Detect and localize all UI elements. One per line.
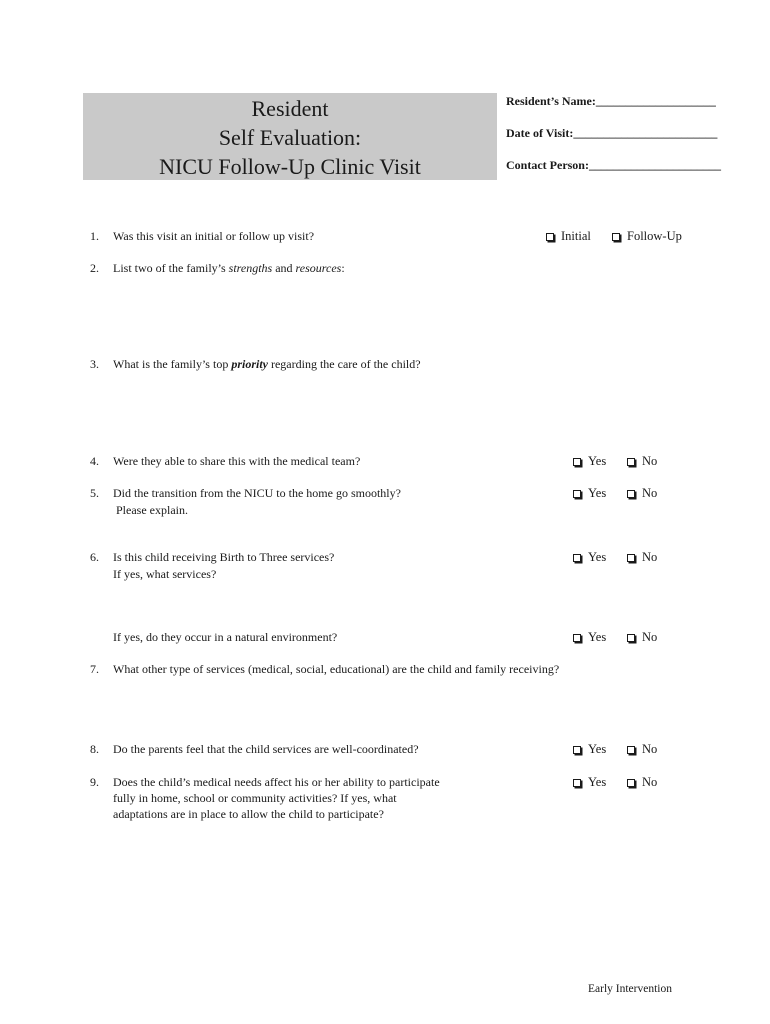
checkbox-icon bbox=[546, 233, 554, 241]
yes-label: Yes bbox=[588, 486, 607, 500]
question-9-text-line-3: adaptations are in place to allow the child to participate? bbox=[113, 807, 384, 821]
yes-label: Yes bbox=[588, 742, 607, 756]
yes-checkbox[interactable] bbox=[573, 741, 606, 757]
footer-text: Early Intervention bbox=[588, 983, 672, 995]
no-label: No bbox=[642, 486, 658, 500]
no-label: No bbox=[642, 454, 658, 468]
title-line-3: NICU Follow-Up Clinic Visit bbox=[159, 154, 421, 179]
checkbox-icon bbox=[627, 458, 635, 466]
form-title bbox=[83, 93, 497, 180]
question-9-text-line-2: fully in home, school or community activities? If yes, what bbox=[113, 791, 397, 805]
yes-checkbox[interactable] bbox=[573, 549, 606, 565]
question-8-text: Do the parents feel that the child services are well-coordinated? bbox=[113, 742, 419, 756]
question-number: 4. bbox=[90, 454, 99, 468]
question-6-subtext: If yes, what services? bbox=[113, 567, 217, 581]
checkbox-icon bbox=[573, 779, 581, 787]
no-checkbox[interactable] bbox=[627, 549, 657, 565]
checkbox-icon bbox=[627, 554, 635, 562]
question-4-text: Were they able to share this with the medical team? bbox=[113, 454, 361, 468]
no-label: No bbox=[642, 775, 658, 789]
question-6-text: Is this child receiving Birth to Three services? bbox=[113, 550, 335, 564]
question-number: 2. bbox=[90, 261, 99, 275]
question-9-text-line-1: Does the child’s medical needs affect his or her ability to participate bbox=[113, 775, 440, 789]
question-1-text: Was this visit an initial or follow up visit? bbox=[113, 229, 315, 243]
contact-person-field[interactable]: Contact Person:______________________ bbox=[506, 158, 721, 172]
question-7-text: What other type of services (medical, social, educational) are the child and family receiving? bbox=[113, 662, 560, 676]
checkbox-icon bbox=[627, 779, 635, 787]
checkbox-icon bbox=[627, 634, 635, 642]
no-label: No bbox=[642, 742, 658, 756]
question-number: 8. bbox=[90, 742, 99, 756]
yes-label: Yes bbox=[588, 630, 607, 644]
no-checkbox[interactable] bbox=[627, 741, 657, 757]
no-label: No bbox=[642, 550, 658, 564]
residents-name-field[interactable]: Resident’s Name:____________________ bbox=[506, 94, 716, 108]
follow-up-checkbox[interactable] bbox=[612, 228, 682, 244]
initial-label: Initial bbox=[561, 229, 591, 243]
yes-checkbox[interactable] bbox=[573, 453, 606, 469]
question-number: 6. bbox=[90, 550, 99, 564]
question-number: 1. bbox=[90, 229, 99, 243]
checkbox-icon bbox=[573, 634, 581, 642]
checkbox-icon bbox=[573, 746, 581, 754]
question-number: 3. bbox=[90, 357, 99, 371]
checkbox-icon bbox=[573, 554, 581, 562]
no-checkbox[interactable] bbox=[627, 774, 657, 790]
yes-checkbox[interactable] bbox=[573, 629, 606, 645]
question-5-subtext: Please explain. bbox=[116, 503, 188, 517]
yes-label: Yes bbox=[588, 775, 607, 789]
no-checkbox[interactable] bbox=[627, 629, 657, 645]
checkbox-icon bbox=[612, 233, 620, 241]
checkbox-icon bbox=[573, 490, 581, 498]
yes-checkbox[interactable] bbox=[573, 485, 606, 501]
question-5-text: Did the transition from the NICU to the home go smoothly? bbox=[113, 486, 401, 500]
date-of-visit-field[interactable]: Date of Visit:________________________ bbox=[506, 126, 718, 140]
checkbox-icon bbox=[627, 490, 635, 498]
yes-label: Yes bbox=[588, 454, 607, 468]
yes-checkbox[interactable] bbox=[573, 774, 606, 790]
question-3-text: What is the family’s top priority regarding the care of the child? bbox=[113, 357, 421, 371]
question-6b-text: If yes, do they occur in a natural environment? bbox=[113, 630, 338, 644]
title-line-1: Resident bbox=[251, 96, 329, 121]
no-label: No bbox=[642, 630, 658, 644]
title-line-2: Self Evaluation: bbox=[218, 125, 362, 150]
checkbox-icon bbox=[573, 458, 581, 466]
yes-label: Yes bbox=[588, 550, 607, 564]
no-checkbox[interactable] bbox=[627, 453, 657, 469]
follow-up-label: Follow-Up bbox=[627, 229, 682, 243]
question-number: 9. bbox=[90, 775, 99, 789]
question-number: 5. bbox=[90, 486, 99, 500]
initial-checkbox[interactable] bbox=[546, 228, 591, 244]
question-number: 7. bbox=[90, 662, 99, 676]
checkbox-icon bbox=[627, 746, 635, 754]
no-checkbox[interactable] bbox=[627, 485, 657, 501]
question-2-text: List two of the family’s strengths and resources: bbox=[113, 261, 345, 275]
